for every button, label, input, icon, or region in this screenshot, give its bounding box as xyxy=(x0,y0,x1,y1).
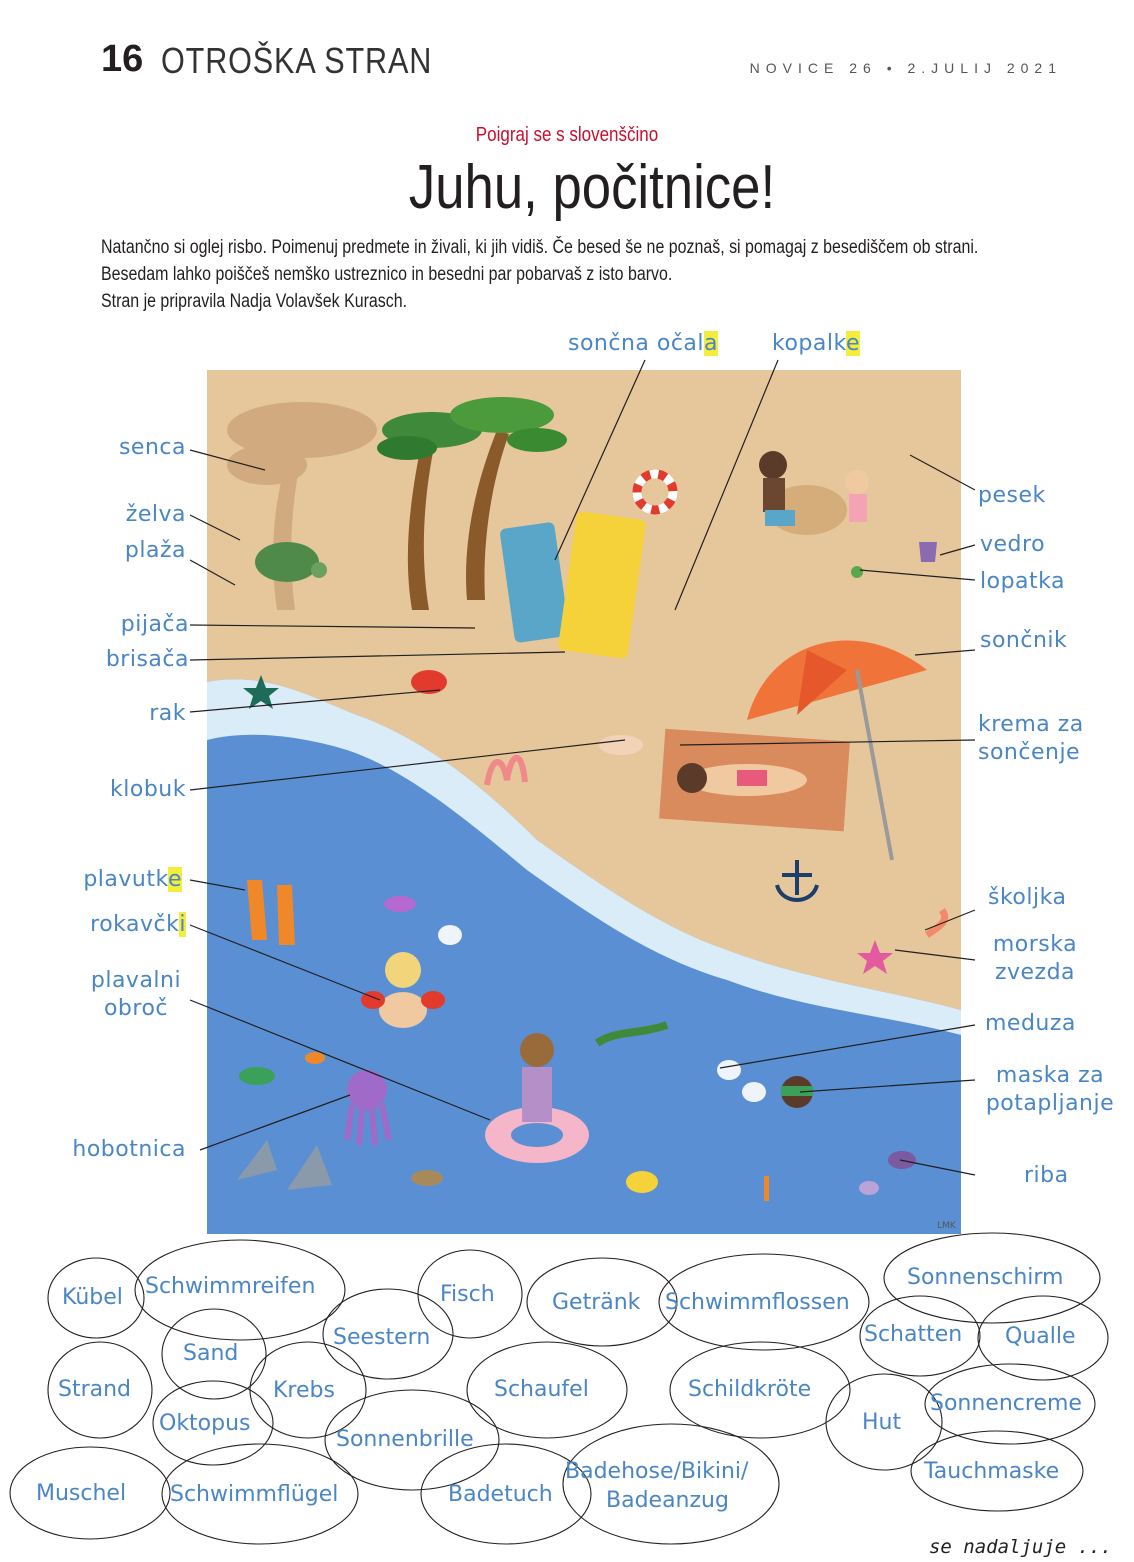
label-vedro: vedro xyxy=(980,532,1046,557)
intro-line: Natančno si oglej risbo. Poimenuj predmete in živali, ki jih vidiš. Če besed še ne poznaš, si pomagaj z besediščem ob strani. xyxy=(101,237,979,258)
label-line: sončenje xyxy=(978,740,1081,765)
word-krebs: Krebs xyxy=(273,1378,335,1403)
issue-info: NOVICE 26 • 2.JULIJ 2021 xyxy=(749,60,1062,76)
intro-line: Stran je pripravila Nadja Volavšek Kurasch. xyxy=(101,291,408,312)
page-title: Juhu, počitnice! xyxy=(408,153,776,222)
word-kubel: Kübel xyxy=(62,1285,123,1310)
kicker: Poigraj se s slovenščino xyxy=(475,124,659,146)
word-schwimmflugel: Schwimmflügel xyxy=(170,1482,339,1507)
label-plavalni-obroc xyxy=(86,967,186,1023)
label-brisaca: brisača xyxy=(105,647,189,672)
label-line: potapljanje xyxy=(985,1091,1115,1116)
label-lopatka: lopatka xyxy=(980,569,1065,594)
label-zelva: želva xyxy=(125,502,186,527)
highlight-letter: e xyxy=(845,331,860,356)
label-hobotnica: hobotnica xyxy=(72,1137,186,1162)
word-strand: Strand xyxy=(58,1377,132,1402)
label-pijaca: pijača xyxy=(120,612,189,637)
word-tauchmaske: Tauchmaske xyxy=(924,1459,1060,1484)
label-text: rokavčk xyxy=(90,912,180,937)
word-sonnenbrille: Sonnenbrille xyxy=(336,1427,474,1452)
intro-text xyxy=(101,234,1067,315)
word-oktopus: Oktopus xyxy=(159,1411,251,1436)
label-rak: rak xyxy=(149,701,186,726)
intro-line: Besedam lahko poiščeš nemško ustreznico in besedni par pobarvaš z isto barvo. xyxy=(101,264,673,285)
label-plavutke xyxy=(83,866,182,894)
label-line: maska za xyxy=(995,1063,1105,1088)
label-line: plavalni xyxy=(90,968,182,993)
word-schwimmreifen: Schwimmreifen xyxy=(145,1274,316,1299)
label-klobuk: klobuk xyxy=(110,777,186,802)
word-seestern: Seestern xyxy=(333,1325,431,1350)
word-getrank: Getränk xyxy=(552,1290,641,1315)
label-riba: riba xyxy=(1024,1163,1069,1188)
label-krema xyxy=(978,711,1084,767)
label-line: obroč xyxy=(103,996,169,1021)
label-morska-zvezda xyxy=(980,931,1090,987)
word-hut: Hut xyxy=(862,1410,902,1435)
highlight-letter: a xyxy=(704,331,719,356)
word-sonnencreme: Sonnencreme xyxy=(930,1391,1082,1416)
word-schaufel: Schaufel xyxy=(494,1377,589,1402)
word-muschel: Muschel xyxy=(36,1481,127,1506)
label-plaza: plaža xyxy=(124,538,186,563)
section-title: OTROŠKA STRAN xyxy=(161,40,433,81)
continued-note: se nadaljuje ... xyxy=(928,1536,1112,1558)
highlight-letter: i xyxy=(179,912,186,937)
label-soncnik: sončnik xyxy=(980,628,1068,653)
page-number: 16 xyxy=(101,38,144,80)
label-line: krema za xyxy=(978,712,1084,737)
label-meduza: meduza xyxy=(985,1011,1076,1036)
label-kopalke xyxy=(772,330,860,358)
label-senca: senca xyxy=(118,435,186,460)
label-rokavcki xyxy=(90,911,186,939)
label-pesek: pesek xyxy=(978,483,1046,508)
word-schatten: Schatten xyxy=(864,1322,963,1347)
word-badehose: Badehose/Bikini/ xyxy=(565,1459,749,1484)
word-fisch: Fisch xyxy=(440,1282,495,1307)
word-sand: Sand xyxy=(183,1341,239,1366)
label-text: sončna očal xyxy=(568,331,705,356)
word-schwimmflossen: Schwimmflossen xyxy=(665,1290,850,1315)
beach-illustration xyxy=(207,370,961,1234)
label-text: kopalk xyxy=(772,331,846,356)
highlight-letter: e xyxy=(167,867,182,892)
label-maska xyxy=(978,1062,1122,1118)
label-line: morska xyxy=(992,932,1078,957)
label-soncna-ocala xyxy=(568,330,718,358)
word-badetuch: Badetuch xyxy=(448,1482,553,1507)
word-badeanzug: Badeanzug xyxy=(606,1488,729,1513)
label-skoljka: školjka xyxy=(988,885,1067,910)
word-qualle: Qualle xyxy=(1005,1324,1076,1349)
word-sonnenschirm: Sonnenschirm xyxy=(907,1265,1064,1290)
word-schildkrote: Schildkröte xyxy=(688,1377,812,1402)
label-line: zvezda xyxy=(994,960,1076,985)
label-text: plavutk xyxy=(83,867,168,892)
artist-signature: LMK xyxy=(937,1221,956,1231)
